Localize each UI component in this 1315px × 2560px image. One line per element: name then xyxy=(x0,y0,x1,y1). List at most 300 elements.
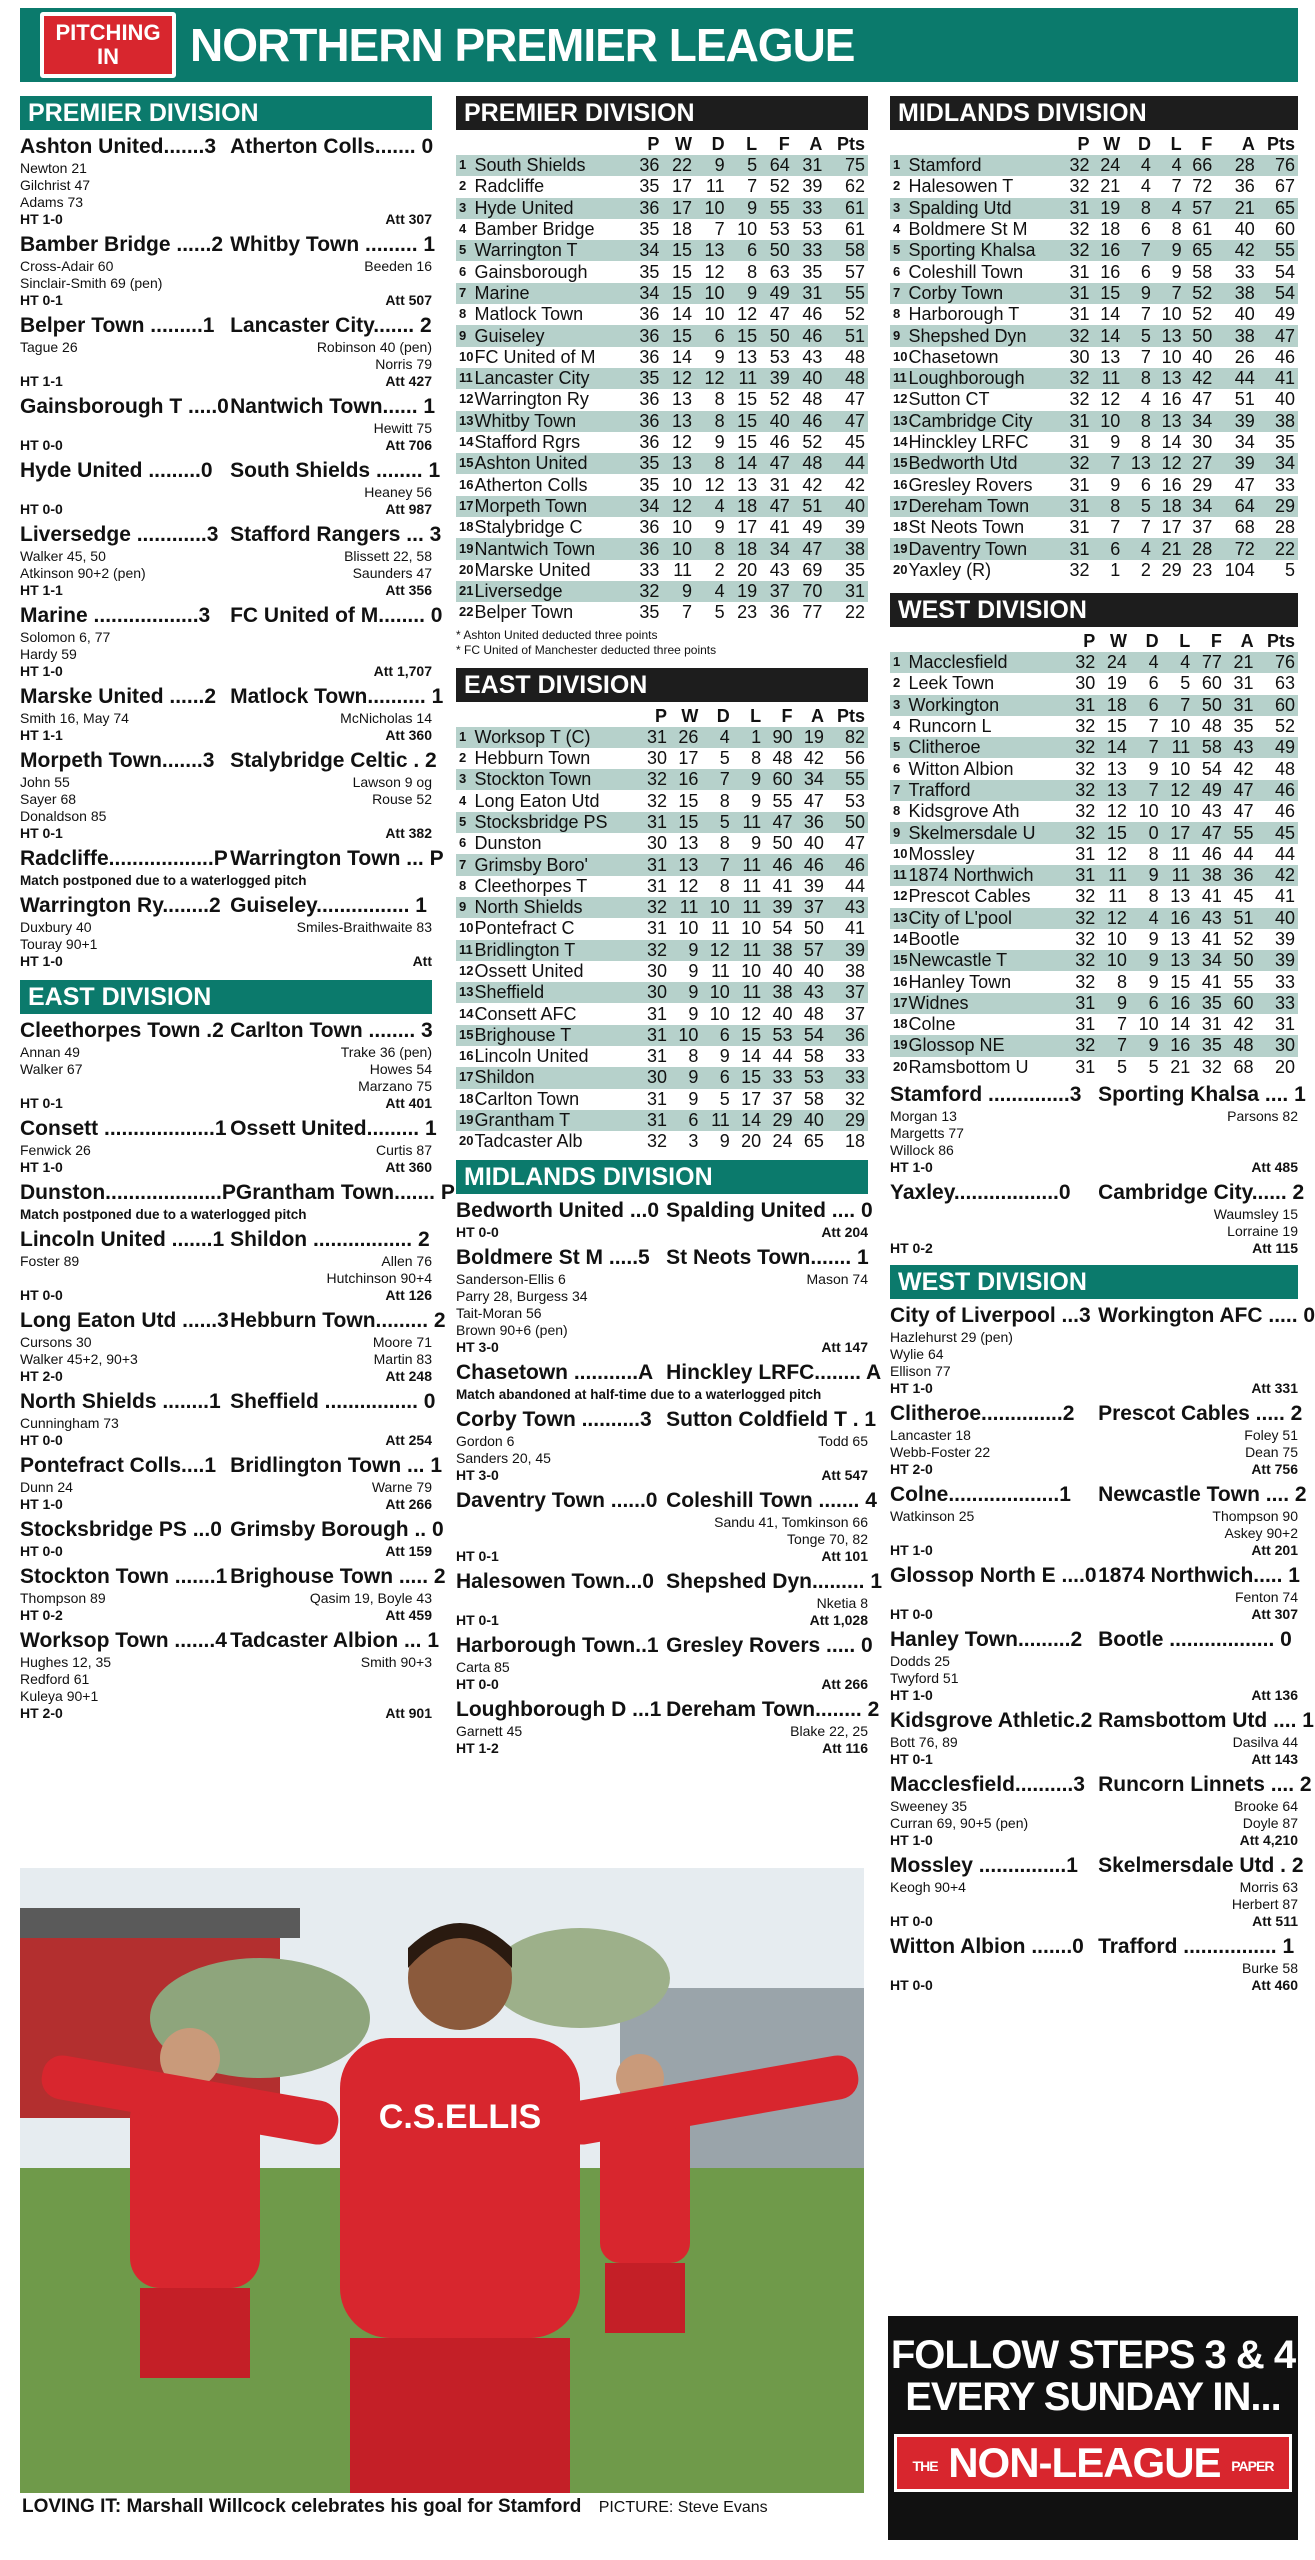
celebration-illustration xyxy=(20,1868,864,2493)
away-scorers: Tonge 70, 82 xyxy=(787,1531,868,1548)
position: 1 xyxy=(456,155,474,176)
stat: 6 xyxy=(670,1110,701,1131)
stat: 13 xyxy=(1106,758,1127,779)
stat: 31 xyxy=(639,854,670,875)
scorers-row xyxy=(890,1653,1298,1670)
stat: 6 xyxy=(1140,474,1151,495)
position: 10 xyxy=(893,845,908,861)
table-row xyxy=(456,961,868,982)
away-team-score: Shepshed Dyn......... 1 xyxy=(666,1570,882,1594)
position: 10 xyxy=(459,348,474,364)
attendance: Att 307 xyxy=(385,211,432,227)
home-team-score: Witton Albion .......0 xyxy=(890,1934,1084,1958)
stat: 48 xyxy=(844,346,865,367)
home-scorers xyxy=(890,1960,1098,1977)
stat: 44 xyxy=(772,1046,793,1067)
stat: 14 xyxy=(1093,325,1124,346)
stat: 8 xyxy=(695,453,728,474)
scorers-row xyxy=(890,1508,1298,1525)
stat: 104 xyxy=(1224,559,1255,580)
half-time-score: HT 3-0 xyxy=(456,1339,499,1356)
scorers-row xyxy=(20,420,432,437)
stat: 34 xyxy=(630,283,663,304)
table-row xyxy=(890,673,1298,694)
home-scorers: Sanderson-Ellis 6 xyxy=(456,1271,566,1288)
attendance: Att 360 xyxy=(385,1159,432,1175)
position: 2 xyxy=(893,178,901,194)
scorers-row xyxy=(20,1351,432,1368)
position: 4 xyxy=(893,221,901,237)
team-name: Kidsgrove Ath xyxy=(908,801,1020,822)
away-scorers xyxy=(1098,1346,1298,1363)
half-time-score: HT 0-2 xyxy=(20,1607,63,1623)
stat: 50 xyxy=(772,833,793,854)
stat: 10 xyxy=(670,1025,701,1046)
stat: 18 xyxy=(728,496,761,517)
stat: 8 xyxy=(751,748,762,769)
pitching-in-logo xyxy=(40,12,176,78)
stat: 31 xyxy=(639,812,670,833)
stat: 49 xyxy=(760,283,793,304)
table-row xyxy=(456,517,868,538)
scorers-row xyxy=(890,1879,1298,1896)
stat: 58 xyxy=(803,1088,824,1109)
stat: 12 xyxy=(701,940,732,961)
home-scorers: Curran 69, 90+5 (pen) xyxy=(890,1814,1029,1831)
stat: 51 xyxy=(793,496,826,517)
home-team-score: Stocksbridge PS ...0 xyxy=(20,1518,222,1541)
table-row xyxy=(456,1046,868,1067)
stat: 31 xyxy=(646,1003,667,1024)
scorers-row xyxy=(890,1734,1298,1751)
stat: 36 xyxy=(769,602,790,623)
stat: 31 xyxy=(646,1088,667,1109)
stat: 39 xyxy=(803,875,824,896)
match-score-row xyxy=(20,603,443,629)
team-name: Cambridge City xyxy=(908,411,1061,432)
stat: 11 xyxy=(711,918,730,939)
stat: 65 xyxy=(1185,240,1216,261)
stat: 6 xyxy=(728,240,761,261)
column-right xyxy=(890,96,1315,2311)
position: 11 xyxy=(456,368,474,389)
home-scorers: Sayer 68 xyxy=(20,791,77,807)
position: 7 xyxy=(456,854,474,875)
stat: 10 xyxy=(671,517,692,538)
away-team-score: Newcastle Town .... 2 xyxy=(1098,1482,1307,1506)
stat: 21 xyxy=(1170,1056,1191,1077)
stat: 50 xyxy=(827,812,868,833)
stat: 17 xyxy=(737,517,758,538)
team-name: Stafford Rgrs xyxy=(474,432,581,453)
match-score-row xyxy=(456,1697,880,1723)
half-time-score: HT 1-0 xyxy=(20,211,63,227)
scorers-row xyxy=(20,1142,432,1159)
away-team-score: St Neots Town....... 1 xyxy=(666,1246,869,1270)
position: 3 xyxy=(456,769,474,790)
table-header-row xyxy=(890,631,1298,652)
table-row xyxy=(456,1089,868,1110)
team-name: Carlton Town xyxy=(474,1088,580,1109)
position: 14 xyxy=(459,434,474,450)
stat: 43 xyxy=(769,559,790,580)
stat: 47 xyxy=(803,790,824,811)
half-time-score: HT 0-1 xyxy=(890,1750,933,1767)
team-name: Halesowen T xyxy=(908,176,1014,197)
west-results-heading: WEST DIVISION xyxy=(890,1265,1298,1299)
away-scorers: Lorraine 19 xyxy=(1227,1222,1298,1239)
logo-paper: PAPER xyxy=(1231,2457,1274,2474)
table-row xyxy=(890,716,1298,737)
table-row xyxy=(456,876,868,897)
home-scorers xyxy=(890,1589,1098,1606)
position: 1 xyxy=(456,727,474,748)
stat: 35 xyxy=(630,453,663,474)
home-team-score: Warrington Ry........2 xyxy=(20,894,221,917)
stat: 11 xyxy=(1162,865,1194,886)
table-row xyxy=(456,790,868,811)
attendance: Att 126 xyxy=(385,1287,432,1303)
stat: 6 xyxy=(1093,538,1124,559)
table-row xyxy=(456,1067,868,1088)
team-name: St Neots Town xyxy=(908,517,1025,538)
match-score-row xyxy=(20,893,432,919)
away-scorers xyxy=(666,1288,868,1305)
stat: 39 xyxy=(764,897,795,918)
scorers-row xyxy=(456,1271,868,1288)
team-name: Clitheroe xyxy=(908,737,1066,758)
team-name: Hyde United xyxy=(474,198,629,219)
stat: 13 xyxy=(737,346,758,367)
away-scorers: Fenton 74 xyxy=(1234,1588,1298,1605)
table-row xyxy=(890,822,1298,843)
team-name: Matlock Town xyxy=(474,304,584,325)
half-time-score: HT 0-0 xyxy=(890,1912,933,1929)
table-row xyxy=(890,411,1298,432)
stat: 32 xyxy=(1062,368,1093,389)
away-scorers: Saunders 47 xyxy=(352,565,432,581)
position: 15 xyxy=(456,453,474,474)
half-time-score: HT 1-0 xyxy=(20,663,63,679)
half-time-row xyxy=(456,1339,868,1356)
stat: 26 xyxy=(1234,346,1255,367)
stat: 57 xyxy=(1185,198,1216,219)
position: 13 xyxy=(456,411,474,432)
half-time-score: HT 0-1 xyxy=(20,1095,63,1111)
stat: 31 xyxy=(1067,695,1099,716)
stat: 32 xyxy=(1075,971,1096,992)
stat: 58 xyxy=(825,240,868,261)
half-time-row xyxy=(20,825,432,842)
home-team-score: Glossop North E ....0 xyxy=(890,1563,1097,1587)
home-scorers xyxy=(20,356,230,373)
attendance: Att 147 xyxy=(821,1339,868,1356)
team-name: Brighouse T xyxy=(474,1025,638,1046)
team-name: Macclesfield xyxy=(908,652,1066,673)
stat: 9 xyxy=(688,960,699,981)
stat: 7 xyxy=(701,769,732,790)
match-score-row xyxy=(890,1401,1303,1427)
table-row xyxy=(890,368,1298,389)
scorers-row xyxy=(890,1363,1298,1380)
scorers-row xyxy=(20,1654,432,1671)
header-a: A xyxy=(1241,134,1255,154)
away-scorers xyxy=(1098,1670,1298,1687)
match-score-row xyxy=(456,1488,877,1514)
team-name: Loughborough xyxy=(908,368,1061,389)
away-scorers: Herbert 87 xyxy=(1231,1895,1298,1912)
half-time-row xyxy=(20,1705,432,1722)
half-time-score: HT 0-0 xyxy=(456,1676,499,1693)
stat: 46 xyxy=(1274,346,1295,367)
table-row xyxy=(890,283,1298,304)
half-time-row xyxy=(20,1287,432,1304)
stat: 32 xyxy=(1062,453,1093,474)
stat: 46 xyxy=(793,325,826,346)
stat: 27 xyxy=(1185,453,1216,474)
stat: 31 xyxy=(1075,1056,1096,1077)
table-row xyxy=(890,347,1298,368)
stat: 52 xyxy=(802,432,823,453)
stat: 31 xyxy=(1274,1014,1295,1035)
stat: 30 xyxy=(1257,1035,1298,1056)
stat: 41 xyxy=(1201,971,1222,992)
stat: 9 xyxy=(1123,283,1154,304)
home-scorers: Smith 16, May 74 xyxy=(20,710,129,726)
stat: 31 xyxy=(1075,1014,1096,1035)
stat: 9 xyxy=(1148,928,1159,949)
stat: 37 xyxy=(760,581,793,602)
position: 16 xyxy=(893,973,908,989)
half-time-score: HT 1-0 xyxy=(20,1159,63,1175)
stat: 32 xyxy=(1075,886,1096,907)
team-name: Widnes xyxy=(908,993,1066,1014)
stat: 14 xyxy=(1170,1014,1191,1035)
away-scorers: Dasilva 44 xyxy=(1232,1733,1298,1750)
scorers-row xyxy=(456,1433,868,1450)
stat: 31 xyxy=(1062,496,1093,517)
stat: 11 xyxy=(711,960,730,981)
half-time-score: HT 1-1 xyxy=(20,582,63,598)
position: 12 xyxy=(459,391,474,407)
home-scorers: Walker 45+2, 90+3 xyxy=(20,1351,138,1367)
stat: 11 xyxy=(1093,368,1124,389)
stat: 60 xyxy=(1274,219,1295,240)
home-scorers xyxy=(456,1514,666,1531)
stat: 48 xyxy=(802,389,823,410)
home-scorers: Thompson 89 xyxy=(20,1590,106,1606)
half-time-row xyxy=(20,437,432,454)
home-scorers: Ellison 77 xyxy=(890,1362,951,1379)
stat: 47 xyxy=(760,453,793,474)
away-scorers: Norris 79 xyxy=(375,356,432,372)
away-scorers xyxy=(230,1671,432,1688)
home-scorers xyxy=(456,1531,666,1548)
stat: 8 xyxy=(1116,971,1127,992)
match-score-row xyxy=(456,1633,873,1659)
stat: 14 xyxy=(671,304,692,325)
table-header-row xyxy=(456,706,868,727)
half-time-row xyxy=(20,1607,432,1624)
stat: 44 xyxy=(1215,368,1258,389)
stat: 7 xyxy=(1148,716,1159,737)
stat: 7 xyxy=(1130,780,1162,801)
home-scorers: Twyford 51 xyxy=(890,1669,959,1686)
table-row xyxy=(890,304,1298,325)
stat: 9 xyxy=(1130,950,1162,971)
header-d: D xyxy=(1137,134,1151,154)
away-team-score: Hinckley LRFC........ A xyxy=(666,1361,882,1385)
half-time-row xyxy=(890,1687,1298,1704)
stat: 36 xyxy=(630,325,663,346)
stat: 2 xyxy=(714,559,725,580)
stat: 7 xyxy=(1140,517,1151,538)
home-scorers: Atkinson 90+2 (pen) xyxy=(20,565,146,581)
team-name: Marske United xyxy=(474,559,591,580)
half-time-row xyxy=(890,1832,1298,1849)
stat: 40 xyxy=(1234,304,1255,325)
scorers-row xyxy=(20,936,432,953)
header-pts: Pts xyxy=(836,134,865,154)
stat: 30 xyxy=(1192,432,1213,453)
east-table-heading: EAST DIVISION xyxy=(456,668,868,702)
attendance: Att 101 xyxy=(821,1548,868,1565)
half-time-score: HT 1-0 xyxy=(890,1379,933,1396)
stat: 15 xyxy=(662,240,695,261)
away-scorers: Rouse 52 xyxy=(372,791,432,807)
stat: 15 xyxy=(737,432,758,453)
table-row xyxy=(456,368,868,389)
home-scorers: Hazlehurst 29 (pen) xyxy=(890,1328,1013,1345)
away-scorers: Parsons 82 xyxy=(1227,1107,1298,1124)
team-name: Ashton United xyxy=(474,453,629,474)
position: 4 xyxy=(459,792,467,808)
half-time-row xyxy=(20,1368,432,1385)
stat: 15 xyxy=(733,1067,764,1088)
away-team-score: 1874 Northwich..... 1 xyxy=(1098,1563,1300,1587)
header-p: P xyxy=(654,705,667,726)
stat: 47 xyxy=(793,538,826,559)
half-time-score: HT 1-0 xyxy=(890,1541,933,1558)
half-time-row xyxy=(20,501,432,518)
shirt-sponsor: C.S.ELLIS xyxy=(378,2098,542,2136)
away-scorers: Foley 51 xyxy=(1244,1426,1298,1443)
stat: 72 xyxy=(1192,176,1213,197)
home-team-score: Radcliffe..................P xyxy=(20,847,228,870)
scorers-row xyxy=(890,1142,1298,1159)
table-row xyxy=(456,219,868,240)
position: 8 xyxy=(459,877,467,893)
position: 10 xyxy=(893,348,908,364)
stat: 35 xyxy=(1193,993,1225,1014)
stat: 15 xyxy=(1093,283,1124,304)
stat: 10 xyxy=(1170,758,1191,779)
match-note: Match abandoned at half-time due to a waterlogged pitch xyxy=(456,1387,822,1403)
table-row xyxy=(456,538,868,559)
home-team-score: Liversedge ............3 xyxy=(20,523,219,546)
stat: 17 xyxy=(1161,517,1182,538)
home-team-score: Corby Town ..........3 xyxy=(456,1408,652,1432)
stat: 42 xyxy=(1257,865,1298,886)
stat: 31 xyxy=(1067,993,1099,1014)
table-row xyxy=(456,769,868,790)
team-name: Whitby Town xyxy=(474,411,629,432)
stat: 47 xyxy=(1193,822,1225,843)
stat: 9 xyxy=(751,790,762,811)
half-time-score: HT 1-0 xyxy=(20,1496,63,1512)
header-pts: Pts xyxy=(1266,134,1295,154)
stat: 8 xyxy=(1171,219,1182,240)
home-scorers xyxy=(20,1270,230,1287)
position: 20 xyxy=(893,561,908,577)
away-scorers: Allen 76 xyxy=(381,1253,432,1269)
stat: 15 xyxy=(1098,822,1130,843)
position: 7 xyxy=(890,283,908,304)
stat: 44 xyxy=(844,875,865,896)
stat: 7 xyxy=(681,602,692,623)
stat: 4 xyxy=(1130,908,1162,929)
match-score-row xyxy=(890,1708,1314,1734)
away-team-score: Sutton Coldfield T . 1 xyxy=(666,1408,877,1432)
stat: 47 xyxy=(844,833,865,854)
table-row xyxy=(890,155,1298,176)
home-scorers: Lancaster 18 xyxy=(890,1426,971,1443)
attendance: Att 901 xyxy=(385,1705,432,1721)
stat: 33 xyxy=(764,1067,795,1088)
stat: 48 xyxy=(793,453,826,474)
column-results-left xyxy=(20,96,455,1856)
stat: 2 xyxy=(1140,559,1151,580)
league-table xyxy=(456,134,868,624)
stat: 54 xyxy=(796,1025,827,1046)
team-name: Shildon xyxy=(474,1067,638,1088)
team-name: Dunston xyxy=(474,833,542,854)
half-time-score: HT 0-0 xyxy=(890,1976,933,1993)
stat: 11 xyxy=(733,982,764,1003)
team-name: Nantwich Town xyxy=(474,538,629,559)
match-score-row xyxy=(890,1934,1298,1960)
away-scorers xyxy=(230,160,432,177)
away-scorers: Marzano 75 xyxy=(358,1078,432,1094)
table-row xyxy=(456,1131,868,1152)
position: 16 xyxy=(459,1048,474,1064)
team-name: Hinckley LRFC xyxy=(908,432,1029,453)
stat: 30 xyxy=(639,982,670,1003)
stat: 58 xyxy=(1192,261,1213,282)
table-row xyxy=(890,993,1298,1014)
half-time-row xyxy=(456,1224,868,1241)
stat: 31 xyxy=(1069,474,1090,495)
stat: 47 xyxy=(825,411,868,432)
league-table xyxy=(890,134,1298,581)
league-table xyxy=(456,706,868,1153)
team-name: Stockton Town xyxy=(474,769,638,790)
stat: 7 xyxy=(1171,176,1182,197)
stat: 47 xyxy=(844,389,865,410)
away-scorers: Nketia 8 xyxy=(816,1595,868,1612)
away-scorers: Waumsley 15 xyxy=(1213,1205,1298,1222)
stat: 43 xyxy=(827,897,868,918)
team-name: Corby Town xyxy=(908,283,1061,304)
stat: 33 xyxy=(1274,474,1295,495)
table-row xyxy=(456,602,868,623)
attendance: Att 485 xyxy=(1251,1158,1298,1175)
attendance: Att 143 xyxy=(1251,1750,1298,1767)
stat: 48 xyxy=(1225,1035,1257,1056)
stat: 15 xyxy=(733,1025,764,1046)
midlands-results-heading: MIDLANDS DIVISION xyxy=(456,1160,868,1194)
stat: 32 xyxy=(1067,780,1099,801)
